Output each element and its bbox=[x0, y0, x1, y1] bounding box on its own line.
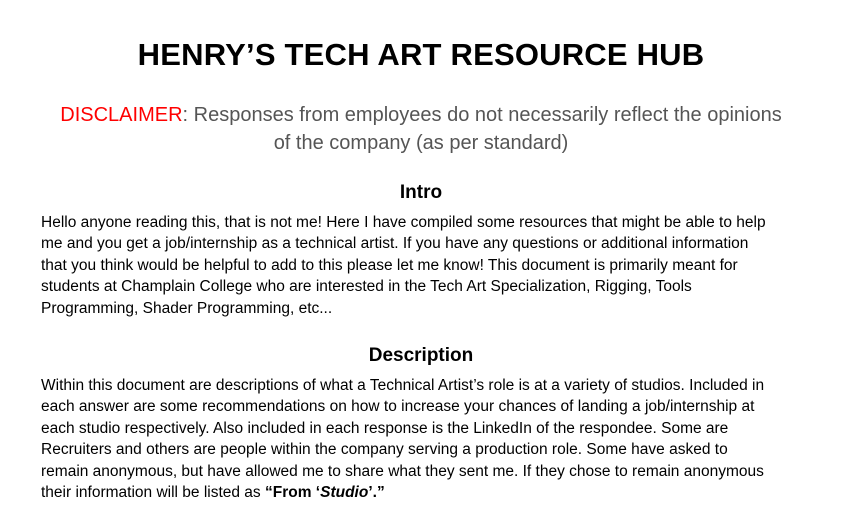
intro-line: Hello anyone reading this, that is not me! Here I have compiled some resources that might be able to help bbox=[41, 214, 766, 231]
description-line: remain anonymous, but have allowed me to share what they sent me. If they chose to remain anonymous bbox=[41, 462, 764, 480]
quote-close: ’.” bbox=[368, 484, 385, 502]
intro-line: students at Champlain College who are interested in the Tech Art Specialization, Rigging, Tools bbox=[41, 278, 692, 296]
description-line: Recruiters and others are people within the company serving a production role. Some have asked to bbox=[41, 441, 728, 459]
intro-paragraph bbox=[41, 212, 821, 319]
quote-open: “From ‘ bbox=[265, 484, 321, 502]
description-line-last bbox=[41, 482, 821, 503]
disclaimer bbox=[40, 101, 802, 157]
description-heading: Description bbox=[368, 345, 474, 366]
description-paragraph bbox=[41, 375, 821, 503]
intro-line: me and you get a job/internship as a technical artist. If you have any questions or additional information bbox=[41, 235, 749, 253]
disclaimer-text-line-2: of the company (as per standard) bbox=[273, 132, 569, 154]
description-line: each answer are some recommendations on how to increase your chances of landing a job/internship at bbox=[41, 398, 755, 416]
document-title: HENRY’S TECH ART RESOURCE HUB bbox=[137, 37, 705, 72]
disclaimer-text-line-1: : Responses from employees do not necessarily reflect the opinions bbox=[182, 104, 782, 126]
disclaimer-label: DISCLAIMER bbox=[60, 104, 183, 126]
intro-line: Programming, Shader Programming, etc... bbox=[41, 299, 333, 317]
description-line: Within this document are descriptions of what a Technical Artist’s role is at a variety of studios. Included in bbox=[41, 377, 765, 394]
from-studio-label bbox=[265, 484, 385, 501]
intro-line: that you think would be helpful to add to this please let me know! This document is primarily meant for bbox=[41, 256, 738, 274]
studio-word: Studio bbox=[320, 484, 369, 502]
description-last-line-text: their information will be listed as bbox=[41, 484, 265, 502]
description-line: each studio respectively. Also included in each response is the LinkedIn of the respondee. Some are bbox=[41, 419, 729, 437]
intro-heading: Intro bbox=[399, 182, 443, 203]
